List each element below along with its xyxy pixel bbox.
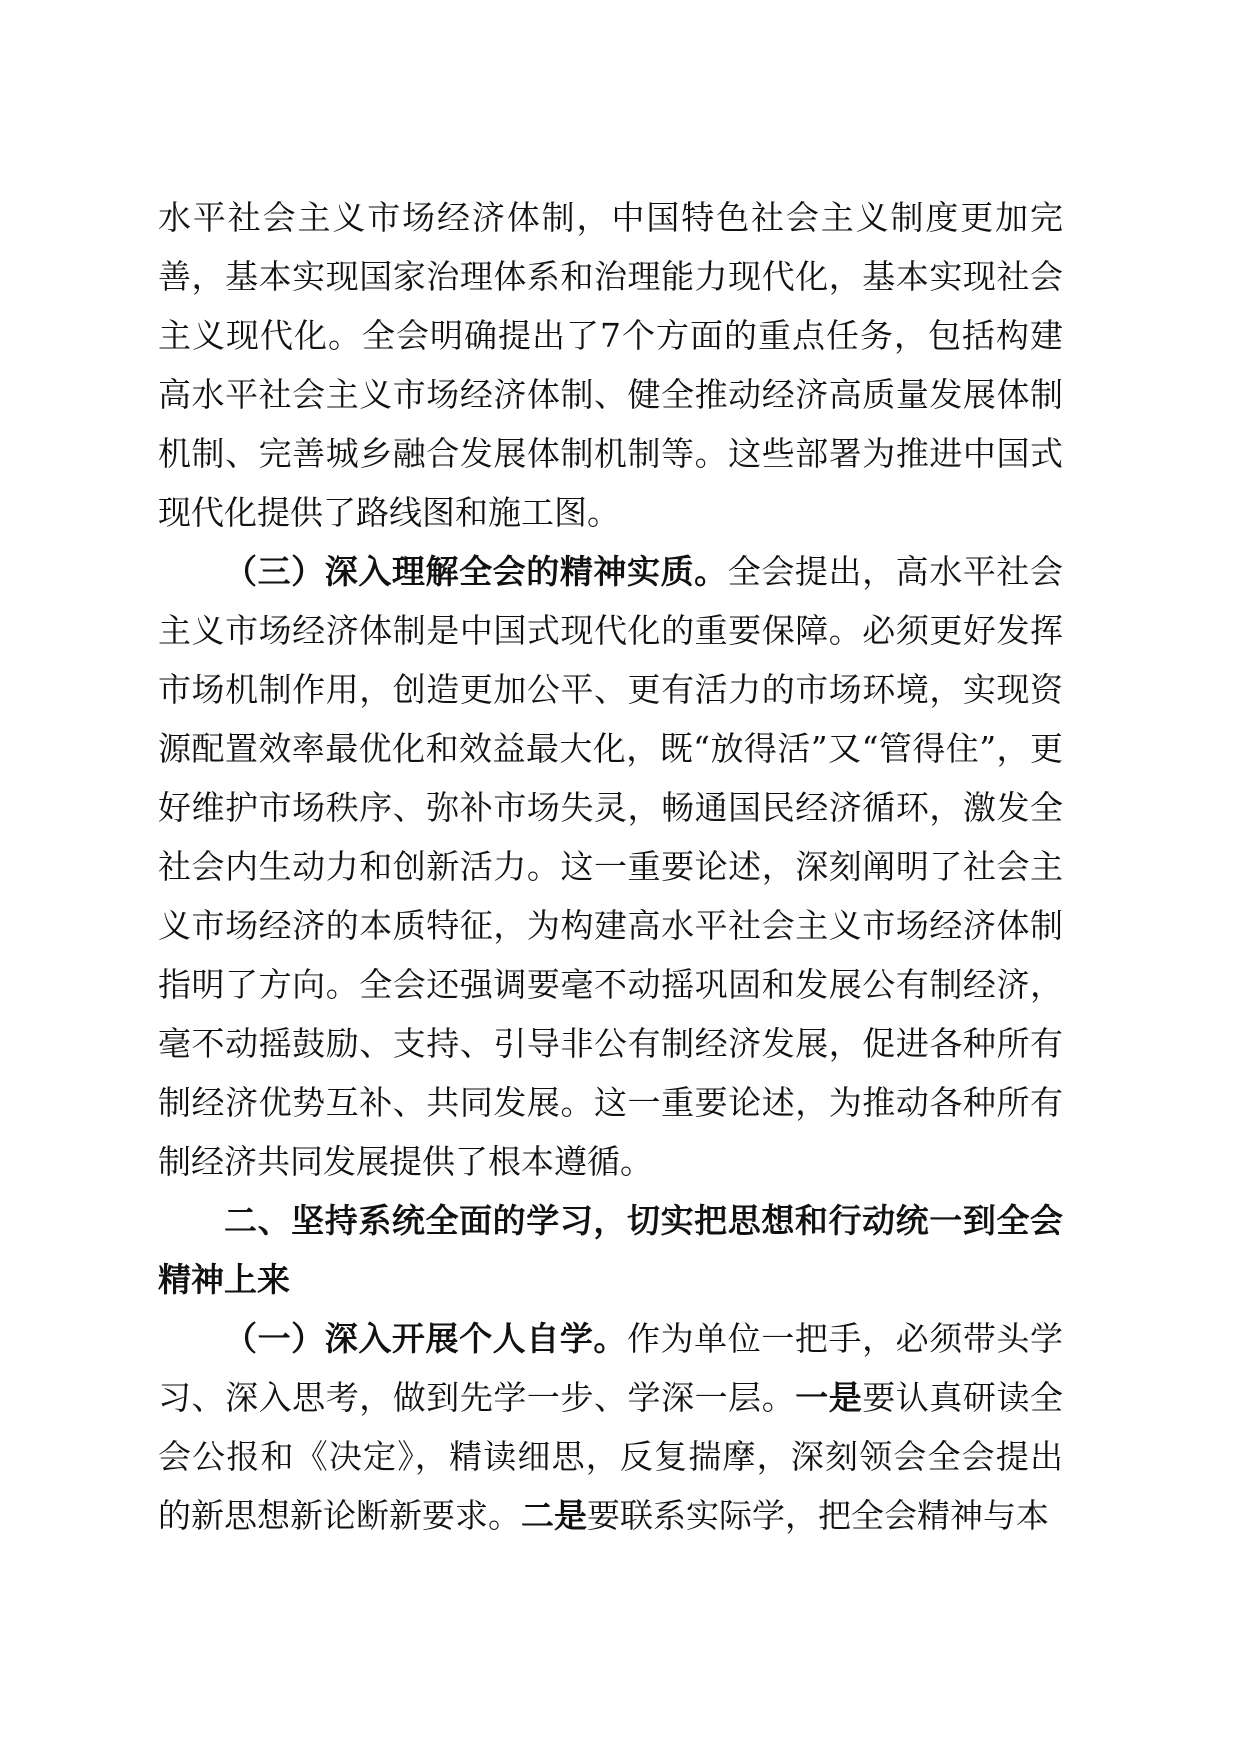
paragraph-lead: （三）深入理解全会的精神实质。: [224, 552, 728, 591]
paragraph-text: 水平社会主义市场经济体制，中国特色社会主义制度更加完善，基本实现国家治理体系和治理能力现代化，基本实现社会主义现代化。全会明确提出了7个方面的重点任务，包括构建高水平社会主义市场经济体制、健全推动经济高质量发展体制机制、完善城乡融合发展体制机制等。这些部署为推进中国式现代化提供了路线图和施工图。: [158, 198, 1063, 532]
paragraph-lead: （一）深入开展个人自学。: [224, 1319, 627, 1358]
document-body: [158, 188, 1063, 1545]
paragraph-text: 要认真研读全会公报和《决定》，精读细思，反复揣摩，深刻领会全会提出的新思想新论断新要求。: [158, 1378, 1064, 1535]
paragraph-text: 作为单位一把手，必须带头学习、深入思考，做到先学一步、学深一层。: [158, 1319, 1064, 1417]
section-heading: 二、坚持系统全面的学习，切实把思想和行动统一到全会精神上来: [158, 1201, 1063, 1299]
paragraph-self-study: [158, 1309, 1063, 1545]
emphasis-second: 二是: [521, 1496, 587, 1535]
emphasis-first: 一是: [795, 1378, 863, 1417]
paragraph-spirit-essence: [158, 542, 1063, 1191]
paragraph-continued: [158, 188, 1063, 542]
paragraph-text: 全会提出，高水平社会主义市场经济体制是中国式现代化的重要保障。必须更好发挥市场机制作用，创造更加公平、更有活力的市场环境，实现资源配置效率最优化和效益最大化，既“放得活”又“管得住”，更好维护市场秩序、弥补市场失灵，畅通国民经济循环，激发全社会内生动力和创新活力。这一重要论述，深刻阐明了社会主义市场经济的本质特征，为构建高水平社会主义市场经济体制指明了方向。全会还强调要毫不动摇巩固和发展公有制经济，毫不动摇鼓励、支持、引导非公有制经济发展，促进各种所有制经济优势互补、共同发展。这一重要论述，为推动各种所有制经济共同发展提供了根本遵循。: [158, 552, 1064, 1181]
paragraph-text: 要联系实际学，把全会精神与本: [587, 1496, 1049, 1535]
